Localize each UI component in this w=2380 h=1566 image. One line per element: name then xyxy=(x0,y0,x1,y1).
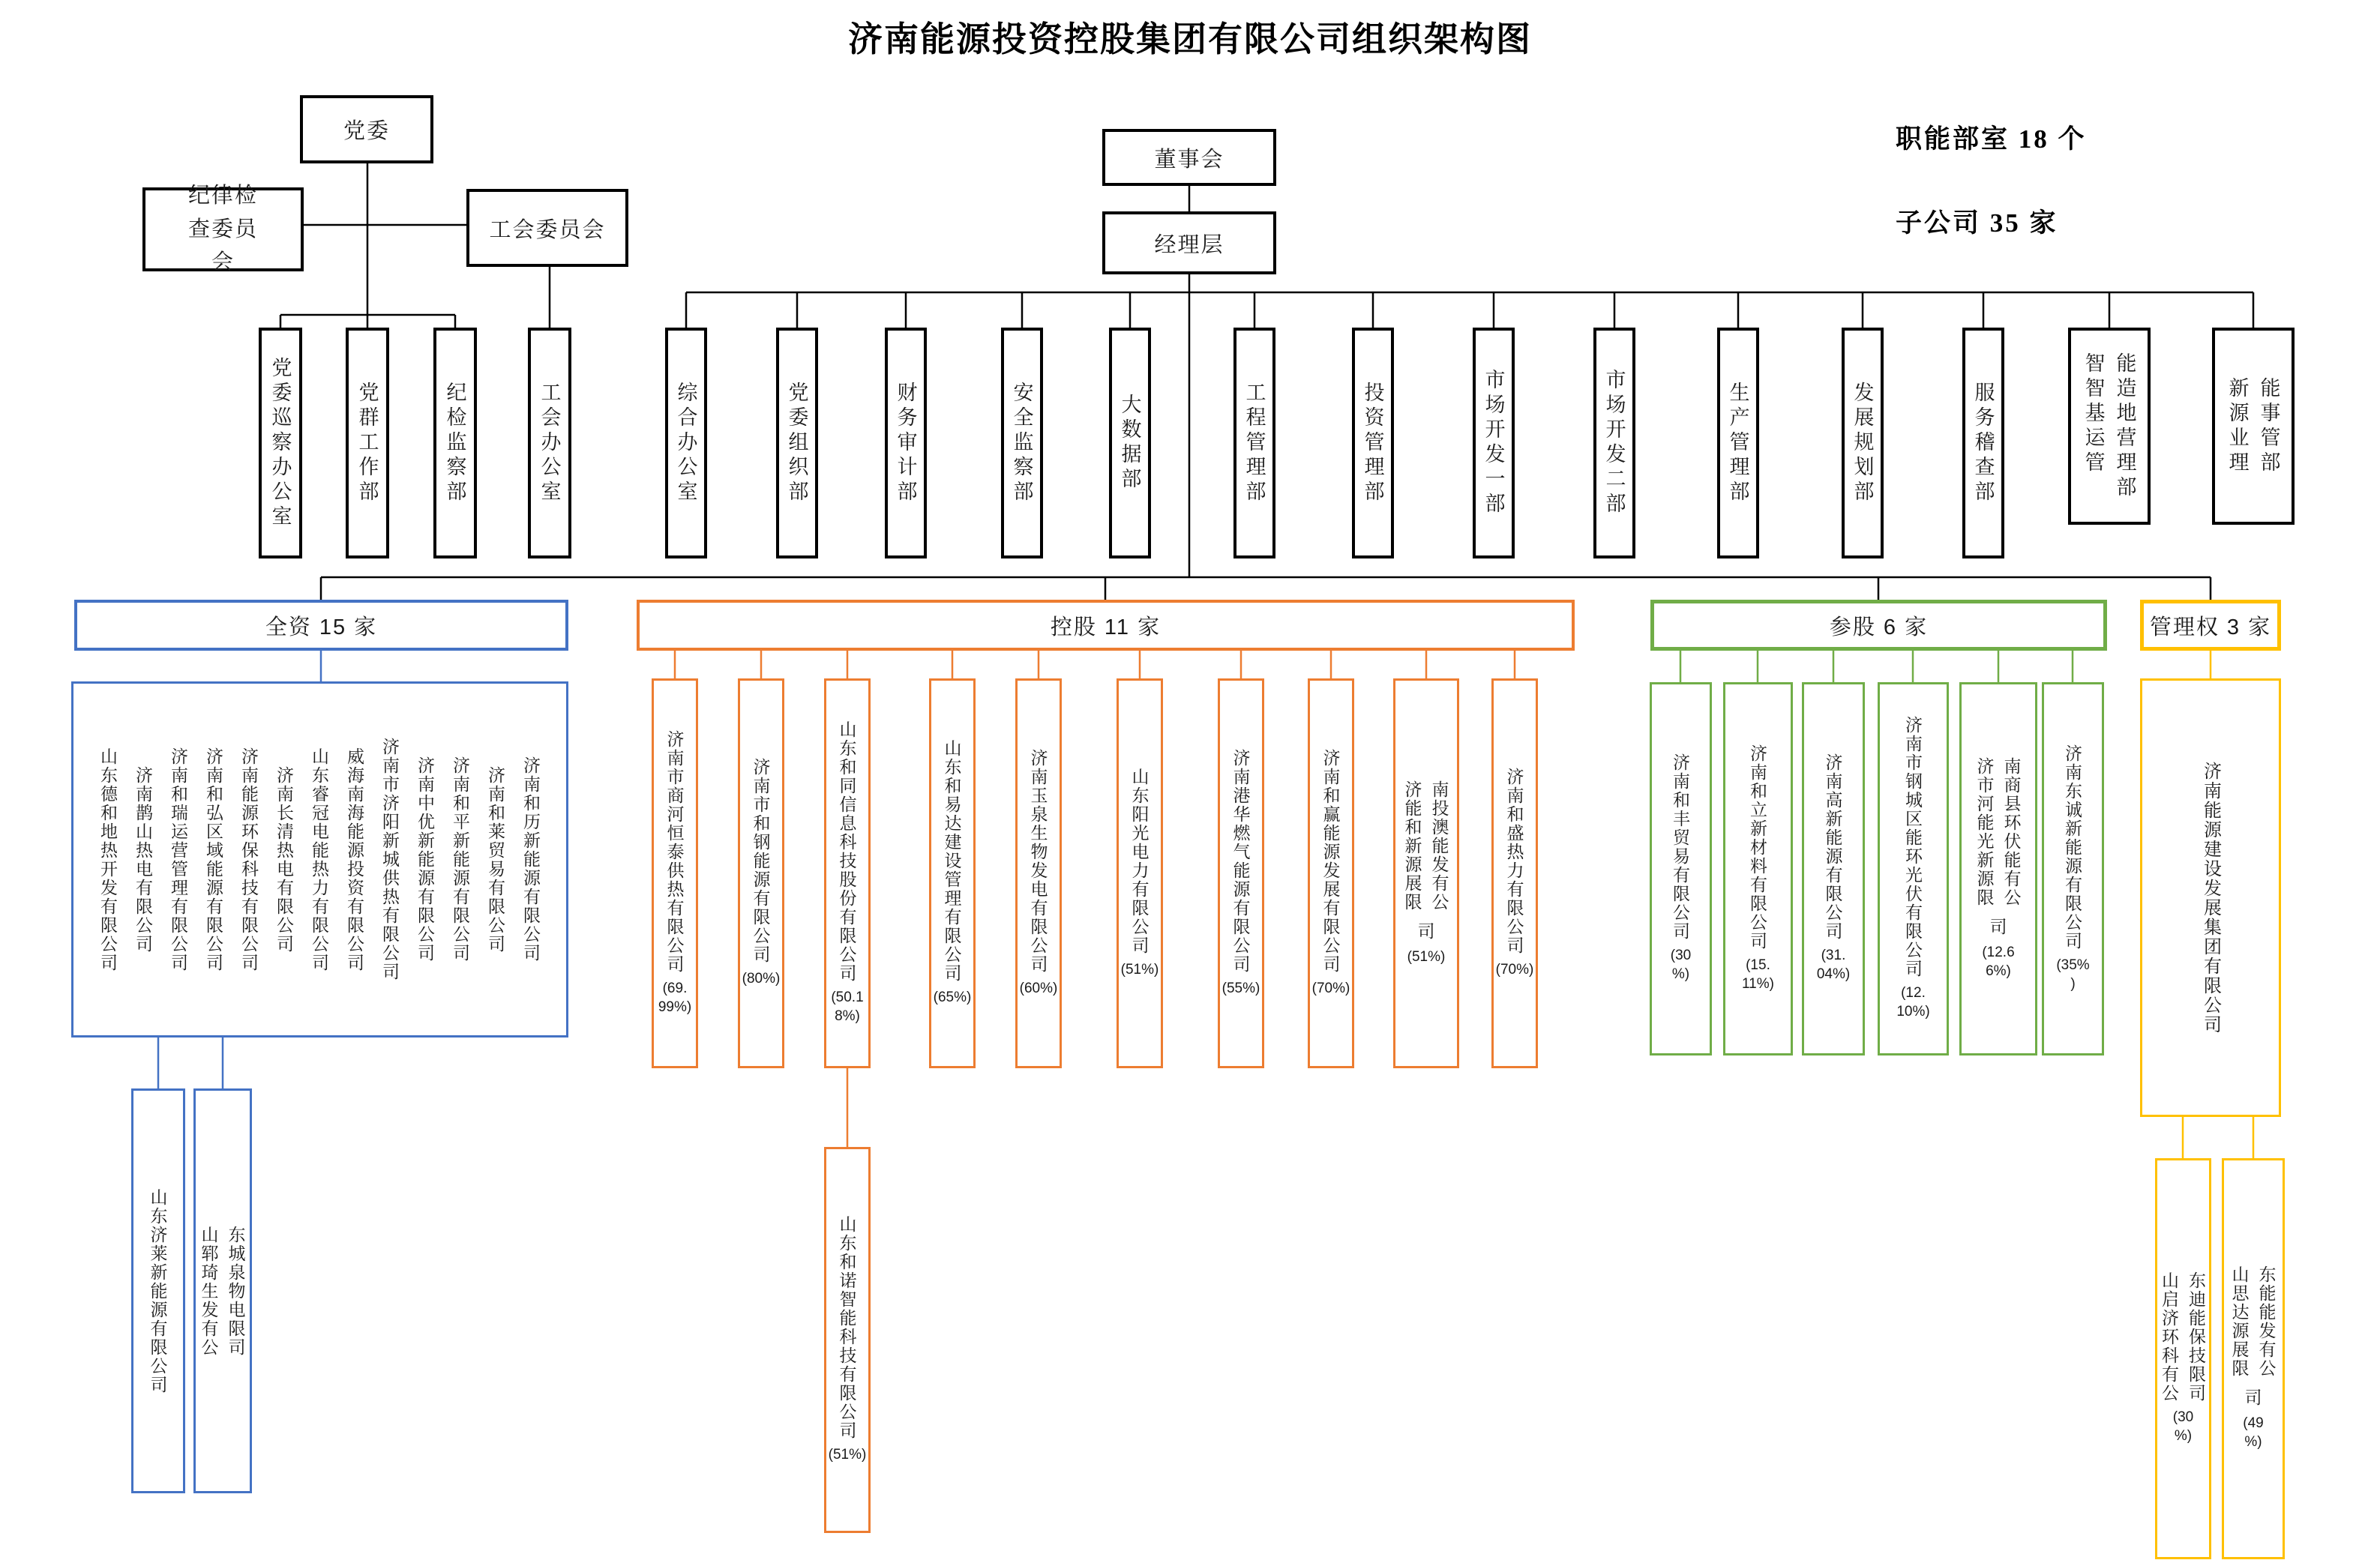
party-committee-label: 党委 xyxy=(343,119,390,143)
company-name: 济南高新能源有限公司 xyxy=(1823,753,1843,942)
dept-label: 服务稽查部 xyxy=(1971,381,1995,505)
dept-box xyxy=(1001,328,1043,558)
party-dept-label: 党委巡察办公室 xyxy=(268,356,292,530)
company-name: 山东和诺智能科技有限公司 xyxy=(837,1215,857,1441)
dept-label-col: 智智基运管 xyxy=(2082,352,2105,476)
company-name-col: 东迪能保技限司 xyxy=(2187,1271,2206,1403)
company-name: 济南和平新能源有限公司 xyxy=(451,756,470,963)
company-name: 济南市钢城区能环光伏有限公司 xyxy=(1903,716,1923,979)
party-dept-box xyxy=(259,328,302,558)
company-name-col: 济市河能光新源限 xyxy=(1974,756,1995,907)
party-dept-label: 工会办公室 xyxy=(538,381,561,505)
ownership-pct: (65%) xyxy=(933,990,972,1006)
party-dept-box xyxy=(346,328,389,558)
company-name-col: 东能能发有公 xyxy=(2256,1265,2277,1379)
company-name: 济南玉泉生物发电有限公司 xyxy=(1028,748,1048,974)
company-name: 山东济莱新能源有限公司 xyxy=(148,1187,168,1394)
company-name: 济南市和钢能源有限公司 xyxy=(751,758,771,965)
company-box xyxy=(193,1088,252,1493)
company-name: 济南鹊山热电有限公司 xyxy=(133,765,153,954)
dept-label: 综合办公室 xyxy=(674,381,697,505)
company-name: 山东德和地热开发有限公司 xyxy=(98,747,118,972)
company-box xyxy=(1015,678,1062,1068)
company-name: 威海南海能源投资有限公司 xyxy=(345,747,364,972)
dept-box xyxy=(1233,328,1275,558)
company-name: 山东和易达建设管理有限公司 xyxy=(942,739,962,984)
company-name: 济南和立新材料有限公司 xyxy=(1748,744,1767,951)
company-name-col: 南投澳能发有公 xyxy=(1429,780,1449,912)
wholly-owned-container xyxy=(71,681,568,1038)
company-name: 济南东诚新能源有限公司 xyxy=(2063,744,2082,951)
ownership-pct: (51%) xyxy=(828,1447,867,1463)
party-dept-label: 党群工作部 xyxy=(355,381,379,505)
dept-label: 市场开发二部 xyxy=(1602,369,1626,517)
board-label: 董事会 xyxy=(1154,147,1224,172)
ownership-pct: (70%) xyxy=(1495,961,1534,978)
ownership-pct: (51%) xyxy=(1407,948,1446,965)
dept-label: 安全监察部 xyxy=(1010,381,1033,505)
company-name: 济南能源环保科技有限公司 xyxy=(239,747,259,972)
dept-box xyxy=(1473,328,1515,558)
company-name: 山东和同信息科技股份有限公司 xyxy=(837,720,857,984)
company-box xyxy=(652,678,698,1068)
company-name-col: 济能和新源展限 xyxy=(1402,780,1422,912)
company-name: 济南市济阳新城供热有限公司 xyxy=(380,738,400,981)
dept-label: 投资管理部 xyxy=(1361,381,1384,505)
ownership-pct: (49 %) xyxy=(2243,1415,2264,1450)
company-name: 济南和盛热力有限公司 xyxy=(1504,767,1524,955)
ownership-pct: (12. 10%) xyxy=(1896,985,1930,1020)
company-name: 济南和瑞运营管理有限公司 xyxy=(169,747,188,972)
dept-label: 党委组织部 xyxy=(785,381,808,505)
company-name: 山东睿冠电能热力有限公司 xyxy=(310,747,329,972)
company-name: 济南港华燃气能源有限公司 xyxy=(1230,748,1251,974)
company-name-col: 山启济环科有公 xyxy=(2160,1271,2179,1403)
managed-main-company-box xyxy=(2140,678,2281,1117)
ownership-pct: (55%) xyxy=(1221,980,1260,996)
dept-label: 生产管理部 xyxy=(1726,381,1749,505)
party-dept-label: 纪检监察部 xyxy=(443,381,466,505)
company-box xyxy=(2222,1158,2285,1559)
company-box xyxy=(131,1088,185,1493)
group-header-label: 全资 15 家 xyxy=(265,615,378,639)
party-dept-box xyxy=(433,328,477,558)
ownership-pct: (80%) xyxy=(742,971,781,987)
box-union-committee xyxy=(466,189,628,267)
company-name-tail: 司 xyxy=(1989,916,2007,936)
dept-label: 大数据部 xyxy=(1118,394,1141,493)
box-board xyxy=(1102,129,1276,186)
company-name: 济南市商河恒泰供热有限公司 xyxy=(664,729,685,974)
dept-box xyxy=(776,328,818,558)
company-name-col: 东城泉物电限司 xyxy=(226,1225,246,1357)
group-header-wholly-owned xyxy=(74,600,568,651)
dept-box xyxy=(1352,328,1394,558)
ownership-pct: (30 %) xyxy=(2172,1409,2194,1444)
ownership-pct: (69. 99%) xyxy=(658,980,692,1015)
union-committee-label: 工会委员会 xyxy=(489,217,606,242)
company-name-tail: 司 xyxy=(1417,921,1435,941)
stat-functional-departments: 职能部室 18 个 xyxy=(1896,124,2087,154)
ownership-pct: (70%) xyxy=(1311,980,1350,996)
company-box xyxy=(1878,682,1949,1055)
ownership-pct: (51%) xyxy=(1120,961,1159,978)
dept-label: 发展规划部 xyxy=(1851,381,1874,505)
company-name: 济南中优新能源有限公司 xyxy=(415,756,435,963)
ownership-pct: (12.6 6%) xyxy=(1982,944,2015,979)
company-name-col: 南商县环伏能有公 xyxy=(2001,756,2022,907)
dept-box xyxy=(1109,328,1151,558)
party-dept-box xyxy=(528,328,571,558)
group-header-label: 参股 6 家 xyxy=(1829,615,1929,639)
box-party-committee xyxy=(300,95,433,163)
company-box xyxy=(929,678,976,1068)
company-box xyxy=(1959,682,2037,1055)
company-box xyxy=(2042,682,2104,1055)
discipline-committee-label: 纪律检查委员会 xyxy=(187,183,258,275)
ownership-pct: (31. 04%) xyxy=(1816,948,1851,982)
company-name: 济南和莱贸易有限公司 xyxy=(486,765,505,954)
ownership-pct: (60%) xyxy=(1019,980,1058,996)
dept-box xyxy=(885,328,927,558)
company-box xyxy=(1218,678,1264,1068)
page-title: 济南能源投资控股集团有限公司组织架构图 xyxy=(848,20,1532,58)
company-name: 济南和弘区域能源有限公司 xyxy=(204,747,223,972)
company-box xyxy=(1802,682,1865,1055)
company-name-tail: 司 xyxy=(2244,1388,2262,1408)
company-name-col: 山思达源展限 xyxy=(2229,1265,2250,1379)
dept-label: 财务审计部 xyxy=(894,381,917,505)
ownership-pct: (30 %) xyxy=(1670,948,1692,982)
dept-box xyxy=(1842,328,1884,558)
dept-box-smart-mfg-base xyxy=(2068,328,2151,525)
dept-label: 市场开发一部 xyxy=(1482,369,1505,517)
stat-subsidiaries: 子公司 35 家 xyxy=(1896,208,2058,238)
dept-label: 工程管理部 xyxy=(1242,381,1266,505)
company-name: 济南长清热电有限公司 xyxy=(274,765,294,954)
company-box xyxy=(1650,682,1712,1055)
box-discipline-committee xyxy=(142,183,304,275)
dept-box xyxy=(1717,328,1759,558)
company-name: 山东阳光电力有限公司 xyxy=(1129,767,1150,955)
company-box xyxy=(1393,678,1459,1068)
dept-box xyxy=(1593,328,1635,558)
company-box xyxy=(2155,1158,2211,1559)
company-name: 济南能源建设发展集团有限公司 xyxy=(2200,761,2221,1035)
company-name: 济南和历新能源有限公司 xyxy=(521,756,541,963)
company-name-col: 山郓琦生发有公 xyxy=(199,1225,219,1357)
management-label: 经理层 xyxy=(1154,232,1224,257)
dept-label-col: 能造地营理部 xyxy=(2113,352,2136,501)
company-box xyxy=(1723,682,1793,1055)
group-header-minority xyxy=(1650,600,2107,651)
ownership-pct: (35% ) xyxy=(2056,957,2090,992)
dept-box xyxy=(665,328,707,558)
group-header-label: 控股 11 家 xyxy=(1050,615,1162,639)
company-name: 济南和赢能源发展有限公司 xyxy=(1320,748,1341,974)
company-box xyxy=(1308,678,1354,1068)
company-box xyxy=(1491,678,1538,1068)
ownership-pct: (50.1 8%) xyxy=(831,990,864,1024)
company-box xyxy=(824,678,871,1068)
company-box xyxy=(824,1147,871,1533)
company-name: 济南和丰贸易有限公司 xyxy=(1671,753,1690,942)
dept-box xyxy=(1962,328,2004,558)
group-header-managed xyxy=(2140,600,2281,651)
group-header-holding xyxy=(637,600,1575,651)
dept-box-new-energy-business xyxy=(2212,328,2295,525)
company-box xyxy=(1117,678,1163,1068)
group-header-label: 管理权 3 家 xyxy=(2149,615,2272,639)
dept-label-col: 新源业理 xyxy=(2226,376,2249,476)
ownership-pct: (15. 11%) xyxy=(1742,957,1774,992)
box-management xyxy=(1102,211,1276,274)
company-box xyxy=(738,678,784,1068)
dept-label-col: 能事管部 xyxy=(2257,376,2280,476)
